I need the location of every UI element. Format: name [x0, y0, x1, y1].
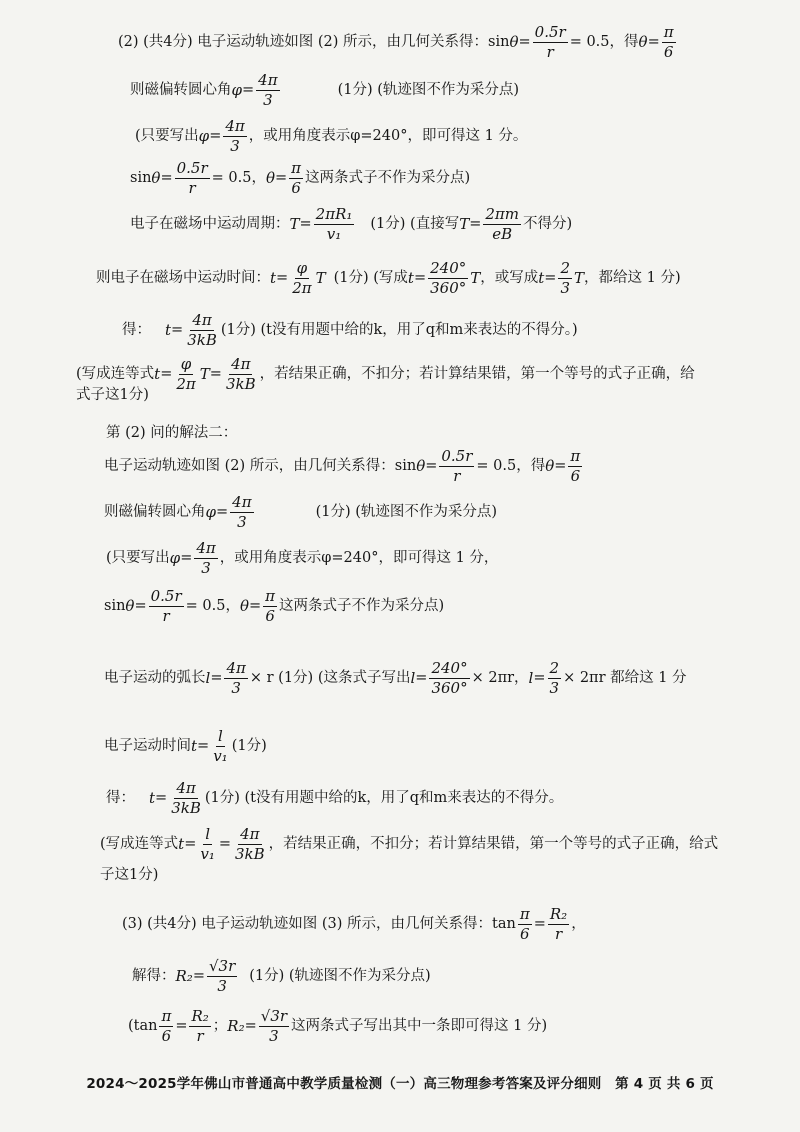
- equals: =: [210, 669, 223, 686]
- motion-time-line: [104, 728, 267, 764]
- theta: θ: [509, 32, 519, 51]
- equals: =: [469, 215, 482, 232]
- fraction: [211, 728, 230, 764]
- result-line: [106, 780, 563, 816]
- text: × 2πr，: [471, 669, 529, 686]
- text: 电子运动时间: [104, 737, 191, 754]
- period-line: [130, 206, 572, 242]
- denominator: 6: [570, 466, 581, 485]
- chained-equation-line: [100, 826, 718, 862]
- numerator: 2πm: [485, 205, 520, 223]
- denominator: 6: [520, 924, 530, 943]
- numerator: l: [205, 825, 211, 843]
- fraction: [533, 24, 568, 60]
- text: 得：: [122, 321, 151, 338]
- text: 则磁偏转圆心角: [130, 81, 232, 98]
- fraction: [548, 660, 562, 696]
- numerator: 2: [549, 659, 560, 677]
- text: (tan: [128, 1017, 158, 1034]
- denominator: 3: [230, 136, 240, 155]
- denominator: r: [188, 178, 196, 197]
- fraction: [483, 206, 521, 242]
- numerator: 0.5r: [150, 587, 182, 605]
- equals: =: [242, 81, 255, 98]
- numerator: 4π: [231, 355, 251, 373]
- denominator: v₁: [213, 746, 228, 765]
- numerator: 0.5r: [534, 23, 566, 41]
- denominator: 3: [217, 976, 227, 995]
- text: 这两条式子写出其中一条即可得这 1 分): [291, 1017, 548, 1034]
- equals: =: [299, 215, 312, 232]
- fraction: [185, 312, 219, 348]
- text: 得：: [106, 789, 135, 806]
- denominator: r: [162, 606, 170, 625]
- text: ，或写成: [480, 269, 539, 286]
- fraction: [233, 826, 267, 862]
- denominator: 3: [231, 678, 241, 697]
- fraction: [207, 958, 237, 994]
- text: (写成连等式: [76, 365, 155, 382]
- page-footer: 2024～2025学年佛山市普通高中教学质量检测（一）高三物理参考答案及评分细则 第 4 页 共 6 页: [86, 1076, 714, 1092]
- phi: φ: [169, 548, 181, 567]
- denominator: v₁: [326, 224, 342, 243]
- numerator: 0.5r: [176, 159, 208, 177]
- equals: =: [171, 321, 184, 338]
- fraction: [198, 826, 217, 862]
- fraction: [256, 72, 279, 108]
- numerator: π: [570, 447, 581, 465]
- text: 解得：: [132, 967, 176, 984]
- text: (只要写出: [135, 127, 199, 144]
- equals: =: [276, 269, 289, 286]
- denominator: r: [453, 466, 461, 485]
- l-symbol: l: [528, 668, 534, 687]
- text: = 0.5，: [185, 597, 240, 614]
- text: ，: [571, 915, 586, 932]
- chained-equation-line: [76, 356, 695, 392]
- numerator: π: [663, 23, 674, 41]
- text: × 2πr 都给这 1 分: [563, 669, 687, 686]
- t-symbol: t: [165, 320, 172, 339]
- numerator: π: [265, 587, 276, 605]
- fraction: [662, 24, 676, 60]
- denominator: 3: [263, 90, 273, 109]
- t-symbol: t: [538, 268, 545, 287]
- equals: =: [134, 597, 147, 614]
- denominator: 6: [265, 606, 275, 625]
- denominator: 3: [549, 678, 560, 697]
- text: 电子运动轨迹如图 (2) 所示，由几何关系得：sin: [104, 457, 417, 474]
- text: ，或用角度表示φ=240°，即可得这 1 分，: [219, 549, 499, 566]
- denominator: 360°: [430, 278, 467, 297]
- period-symbol: T: [289, 214, 300, 233]
- numerator: π: [519, 905, 530, 923]
- text: 第 (2) 问的解法二：: [106, 425, 238, 441]
- text: ，若结果正确，不扣分；若计算结果错，第一个等号的式子正确，给: [259, 365, 695, 382]
- text: 不得分): [523, 215, 573, 232]
- text: (1分) (写成: [333, 269, 408, 286]
- numerator: φ: [180, 355, 192, 373]
- phi: φ: [231, 80, 243, 99]
- text: (1分) (轨迹图不作为采分点): [249, 967, 431, 984]
- text: (只要写出: [106, 549, 170, 566]
- denominator: 3: [560, 278, 570, 297]
- numerator: R₂: [549, 905, 568, 923]
- equals: =: [197, 737, 210, 754]
- deflection-angle-line: [130, 72, 519, 108]
- t-symbol: t: [154, 364, 161, 383]
- denominator: 3kB: [235, 844, 265, 863]
- numerator: √3r: [208, 957, 236, 975]
- t-symbol: t: [191, 736, 198, 755]
- theta: θ: [151, 168, 161, 187]
- t-symbol: t: [149, 788, 156, 807]
- fraction: [290, 260, 313, 296]
- text: (写成连等式: [100, 835, 179, 852]
- denominator: eB: [492, 224, 513, 243]
- numerator: 240°: [430, 259, 467, 277]
- equals: =: [518, 33, 531, 50]
- part3-geometry-line: [122, 906, 586, 942]
- text: = 0.5，: [211, 169, 266, 186]
- denominator: r: [196, 1026, 204, 1045]
- denominator: 3kB: [171, 798, 201, 817]
- text: 电子运动的弧长: [104, 669, 206, 686]
- formula-line: [104, 588, 444, 624]
- numerator: 0.5r: [441, 447, 473, 465]
- text: ，若结果正确，不扣分；若计算结果错，第一个等号的式子正确，给式: [268, 835, 719, 852]
- denominator: r: [554, 924, 563, 943]
- theta: θ: [265, 168, 275, 187]
- equals: =: [415, 669, 428, 686]
- denominator: 6: [291, 178, 301, 197]
- fraction: [314, 206, 355, 242]
- text: = 0.5，得: [569, 33, 639, 50]
- denominator: 6: [663, 42, 674, 61]
- denominator: 3: [269, 1026, 279, 1045]
- denominator: 3kB: [187, 330, 217, 349]
- fraction: [149, 588, 184, 624]
- equals: =: [533, 669, 546, 686]
- theta: θ: [638, 32, 648, 51]
- radius-result-line: [132, 958, 431, 994]
- fraction: [230, 494, 253, 530]
- numerator: 4π: [258, 71, 278, 89]
- fraction: [289, 160, 303, 196]
- equals: =: [180, 549, 193, 566]
- equals: =: [218, 835, 232, 852]
- fraction: [194, 540, 217, 576]
- fraction: [223, 118, 246, 154]
- text: 则磁偏转圆心角: [104, 503, 206, 520]
- equals: =: [184, 835, 197, 852]
- text: (1分) (t没有用题中给的k，用了q和m来表达的不得分。: [204, 789, 564, 806]
- denominator: 3: [237, 512, 247, 531]
- fraction: [518, 906, 532, 942]
- note-line: [135, 118, 527, 154]
- period-symbol: T: [574, 268, 585, 287]
- denominator: 3kB: [225, 374, 256, 393]
- equals: =: [160, 365, 173, 382]
- time-line: [96, 260, 681, 296]
- equals: =: [413, 269, 427, 286]
- period-symbol: T: [459, 214, 470, 233]
- numerator: 4π: [176, 779, 196, 797]
- text: 式子这1分): [76, 387, 149, 403]
- equals: =: [192, 967, 205, 984]
- theta: θ: [125, 596, 135, 615]
- text: 电子在磁场中运动周期：: [130, 215, 290, 232]
- period-symbol: T: [470, 268, 481, 287]
- denominator: 360°: [431, 678, 468, 697]
- continuation-line: [100, 868, 158, 883]
- fraction: [169, 780, 203, 816]
- l-symbol: l: [410, 668, 416, 687]
- equals: =: [425, 457, 438, 474]
- numerator: π: [291, 159, 302, 177]
- theta: θ: [416, 456, 426, 475]
- equals: =: [160, 169, 173, 186]
- fraction: [429, 660, 469, 696]
- numerator: π: [161, 1007, 172, 1025]
- denominator: v₁: [200, 844, 215, 863]
- numerator: 2πR₁: [315, 205, 353, 223]
- period-symbol: T: [199, 364, 210, 383]
- denominator: 6: [161, 1026, 172, 1045]
- equals: =: [209, 127, 222, 144]
- text: (1分): [231, 737, 267, 754]
- t-symbol: t: [178, 834, 185, 853]
- text: ，或用角度表示φ=240°，即可得这 1 分。: [248, 127, 528, 144]
- fraction: [548, 906, 569, 942]
- fraction: [263, 588, 277, 624]
- numerator: 4π: [226, 659, 246, 677]
- numerator: R₂: [191, 1007, 209, 1025]
- theta: θ: [545, 456, 555, 475]
- numerator: 2: [560, 259, 570, 277]
- text: (2) (共4分) 电子运动轨迹如图 (2) 所示，由几何关系得：sin: [118, 33, 510, 50]
- numerator: 4π: [192, 311, 212, 329]
- fraction: [189, 1008, 210, 1044]
- numerator: 240°: [431, 659, 468, 677]
- theta: θ: [239, 596, 249, 615]
- t-symbol: t: [270, 268, 277, 287]
- fraction: [175, 160, 210, 196]
- l-symbol: l: [205, 668, 211, 687]
- part2-geometry-line: [118, 24, 678, 60]
- text: (1分) (直接写: [370, 215, 460, 232]
- numerator: 4π: [240, 825, 260, 843]
- text: ，都给这 1 分): [584, 269, 681, 286]
- deflection-angle-line: [104, 494, 497, 530]
- method-two-heading: [106, 426, 237, 441]
- r2-symbol: R₂: [175, 966, 193, 985]
- denominator: 3: [201, 558, 211, 577]
- equals: =: [155, 789, 168, 806]
- phi: φ: [205, 502, 217, 521]
- fraction: [224, 356, 258, 392]
- fraction: [259, 1008, 289, 1044]
- denominator: 2π: [292, 278, 312, 297]
- text: sin: [130, 169, 152, 186]
- numerator: √3r: [260, 1007, 288, 1025]
- text: 这两条式子不作为采分点): [305, 169, 471, 186]
- fraction: [224, 660, 247, 696]
- fraction: [159, 1008, 173, 1044]
- text: (1分) (轨迹图不作为采分点): [315, 503, 498, 520]
- text: 子这1分): [100, 867, 159, 883]
- t-symbol: t: [407, 268, 414, 287]
- formula-line: [130, 160, 470, 196]
- note-line: [106, 540, 498, 576]
- text: (3) (共4分) 电子运动轨迹如图 (3) 所示，由几何关系得：tan: [122, 915, 516, 932]
- denominator: 2π: [176, 374, 196, 393]
- geometry-line: [104, 448, 584, 484]
- formula-note-line: [128, 1008, 547, 1044]
- numerator: 4π: [196, 539, 216, 557]
- text: 这两条式子不作为采分点): [279, 597, 445, 614]
- result-line: [122, 312, 578, 348]
- denominator: r: [546, 42, 554, 61]
- numerator: 4π: [225, 117, 245, 135]
- fraction: [174, 356, 197, 392]
- numerator: l: [218, 727, 223, 745]
- equals: =: [216, 503, 229, 520]
- equals: =: [544, 269, 557, 286]
- equals: =: [249, 597, 262, 614]
- arc-length-line: [104, 660, 687, 696]
- text: ；: [212, 1017, 228, 1034]
- fraction: [568, 448, 582, 484]
- fraction: [558, 260, 572, 296]
- text: (1分) (轨迹图不作为采分点): [337, 81, 520, 98]
- text: sin: [104, 597, 126, 614]
- equals: =: [275, 169, 288, 186]
- numerator: φ: [296, 259, 308, 277]
- phi: φ: [198, 126, 210, 145]
- equals: =: [533, 915, 546, 932]
- fraction: [439, 448, 474, 484]
- r2-symbol: R₂: [227, 1016, 245, 1035]
- continuation-line: [76, 388, 149, 403]
- text: 则电子在磁场中运动时间：: [96, 269, 270, 286]
- numerator: 4π: [232, 493, 252, 511]
- fraction: [428, 260, 468, 296]
- text: = 0.5，得: [476, 457, 546, 474]
- equals: =: [175, 1017, 188, 1034]
- text: × r (1分) (这条式子写出: [249, 669, 411, 686]
- equals: =: [209, 365, 222, 382]
- text: (1分) (t没有用题中给的k，用了q和m来表达的不得分。): [220, 321, 578, 338]
- equals: =: [647, 33, 660, 50]
- equals: =: [244, 1017, 257, 1034]
- equals: =: [554, 457, 567, 474]
- period-symbol: T: [315, 268, 326, 287]
